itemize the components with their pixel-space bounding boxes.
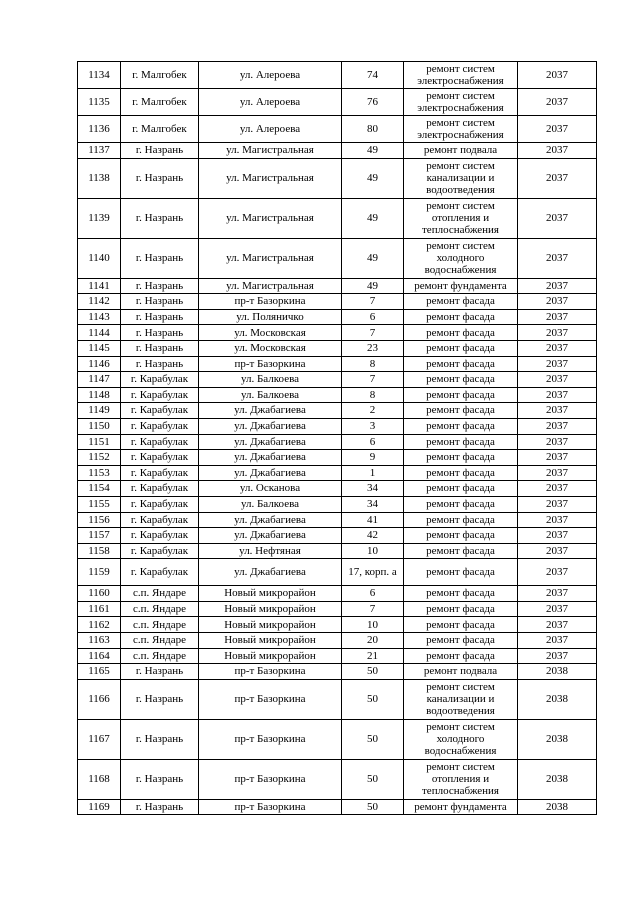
row-number-cell: 1134 bbox=[78, 62, 121, 89]
row-number-cell: 1148 bbox=[78, 387, 121, 403]
settlement-cell: г. Карабулак bbox=[121, 496, 199, 512]
work-type-cell: ремонт фасада bbox=[404, 512, 518, 528]
table-row bbox=[78, 89, 597, 116]
work-type-cell: ремонт фасада bbox=[404, 309, 518, 325]
row-number-cell: 1139 bbox=[78, 198, 121, 238]
year-cell: 2038 bbox=[518, 679, 597, 719]
street-cell: пр-т Базоркина bbox=[199, 664, 342, 680]
table-row bbox=[78, 143, 597, 159]
work-type-cell: ремонт фундамента bbox=[404, 278, 518, 294]
table-row bbox=[78, 116, 597, 143]
street-cell: Новый микрорайон bbox=[199, 617, 342, 633]
year-cell: 2037 bbox=[518, 512, 597, 528]
street-cell: ул. Магистральная bbox=[199, 238, 342, 278]
year-cell: 2037 bbox=[518, 387, 597, 403]
row-number-cell: 1163 bbox=[78, 633, 121, 649]
house-number-cell: 7 bbox=[342, 325, 404, 341]
year-cell: 2037 bbox=[518, 238, 597, 278]
house-number-cell: 49 bbox=[342, 143, 404, 159]
table-row bbox=[78, 238, 597, 278]
work-type-cell: ремонт фасада bbox=[404, 465, 518, 481]
house-number-cell: 6 bbox=[342, 434, 404, 450]
table-row bbox=[78, 496, 597, 512]
work-type-cell: ремонт фасада bbox=[404, 294, 518, 310]
settlement-cell: г. Назрань bbox=[121, 719, 199, 759]
settlement-cell: г. Назрань bbox=[121, 340, 199, 356]
row-number-cell: 1166 bbox=[78, 679, 121, 719]
street-cell: пр-т Базоркина bbox=[199, 719, 342, 759]
settlement-cell: г. Назрань bbox=[121, 799, 199, 815]
street-cell: Новый микрорайон bbox=[199, 601, 342, 617]
work-type-cell: ремонт фундамента bbox=[404, 799, 518, 815]
table-row bbox=[78, 418, 597, 434]
work-type-cell: ремонт фасада bbox=[404, 496, 518, 512]
year-cell: 2038 bbox=[518, 719, 597, 759]
settlement-cell: г. Назрань bbox=[121, 198, 199, 238]
table-row bbox=[78, 325, 597, 341]
settlement-cell: г. Карабулак bbox=[121, 559, 199, 586]
table-row bbox=[78, 528, 597, 544]
street-cell: пр-т Базоркина bbox=[199, 679, 342, 719]
street-cell: Новый микрорайон bbox=[199, 648, 342, 664]
year-cell: 2037 bbox=[518, 633, 597, 649]
work-type-cell: ремонт систем отопления и теплоснабжения bbox=[404, 198, 518, 238]
row-number-cell: 1150 bbox=[78, 418, 121, 434]
settlement-cell: г. Назрань bbox=[121, 278, 199, 294]
house-number-cell: 50 bbox=[342, 759, 404, 799]
table-row bbox=[78, 356, 597, 372]
house-number-cell: 20 bbox=[342, 633, 404, 649]
year-cell: 2037 bbox=[518, 528, 597, 544]
settlement-cell: г. Назрань bbox=[121, 238, 199, 278]
house-number-cell: 42 bbox=[342, 528, 404, 544]
year-cell: 2037 bbox=[518, 465, 597, 481]
work-type-cell: ремонт фасада bbox=[404, 403, 518, 419]
settlement-cell: с.п. Яндаре bbox=[121, 648, 199, 664]
house-number-cell: 34 bbox=[342, 496, 404, 512]
street-cell: ул. Джабагиева bbox=[199, 450, 342, 466]
work-type-cell: ремонт систем электроснабжения bbox=[404, 89, 518, 116]
table-row bbox=[78, 387, 597, 403]
street-cell: ул. Московская bbox=[199, 340, 342, 356]
row-number-cell: 1140 bbox=[78, 238, 121, 278]
table-row bbox=[78, 559, 597, 586]
street-cell: Новый микрорайон bbox=[199, 633, 342, 649]
table-row bbox=[78, 664, 597, 680]
year-cell: 2037 bbox=[518, 559, 597, 586]
settlement-cell: г. Назрань bbox=[121, 679, 199, 719]
row-number-cell: 1155 bbox=[78, 496, 121, 512]
year-cell: 2037 bbox=[518, 340, 597, 356]
row-number-cell: 1144 bbox=[78, 325, 121, 341]
year-cell: 2037 bbox=[518, 116, 597, 143]
table-row bbox=[78, 481, 597, 497]
house-number-cell: 7 bbox=[342, 294, 404, 310]
row-number-cell: 1137 bbox=[78, 143, 121, 159]
house-number-cell: 23 bbox=[342, 340, 404, 356]
house-number-cell: 1 bbox=[342, 465, 404, 481]
year-cell: 2037 bbox=[518, 648, 597, 664]
settlement-cell: г. Малгобек bbox=[121, 62, 199, 89]
settlement-cell: г. Назрань bbox=[121, 759, 199, 799]
row-number-cell: 1157 bbox=[78, 528, 121, 544]
row-number-cell: 1141 bbox=[78, 278, 121, 294]
work-type-cell: ремонт фасада bbox=[404, 601, 518, 617]
street-cell: ул. Джабагиева bbox=[199, 465, 342, 481]
settlement-cell: с.п. Яндаре bbox=[121, 601, 199, 617]
house-number-cell: 21 bbox=[342, 648, 404, 664]
settlement-cell: с.п. Яндаре bbox=[121, 586, 199, 602]
year-cell: 2037 bbox=[518, 434, 597, 450]
work-type-cell: ремонт фасада bbox=[404, 325, 518, 341]
work-type-cell: ремонт систем холодного водоснабжения bbox=[404, 238, 518, 278]
house-number-cell: 49 bbox=[342, 278, 404, 294]
row-number-cell: 1158 bbox=[78, 543, 121, 559]
settlement-cell: г. Малгобек bbox=[121, 89, 199, 116]
settlement-cell: г. Назрань bbox=[121, 325, 199, 341]
street-cell: ул. Джабагиева bbox=[199, 559, 342, 586]
house-number-cell: 3 bbox=[342, 418, 404, 434]
work-type-cell: ремонт фасада bbox=[404, 528, 518, 544]
settlement-cell: г. Карабулак bbox=[121, 450, 199, 466]
street-cell: ул. Джабагиева bbox=[199, 528, 342, 544]
settlement-cell: г. Назрань bbox=[121, 356, 199, 372]
year-cell: 2037 bbox=[518, 496, 597, 512]
house-number-cell: 34 bbox=[342, 481, 404, 497]
row-number-cell: 1159 bbox=[78, 559, 121, 586]
year-cell: 2037 bbox=[518, 278, 597, 294]
work-type-cell: ремонт фасада bbox=[404, 543, 518, 559]
year-cell: 2037 bbox=[518, 450, 597, 466]
row-number-cell: 1169 bbox=[78, 799, 121, 815]
settlement-cell: г. Карабулак bbox=[121, 528, 199, 544]
street-cell: ул. Магистральная bbox=[199, 198, 342, 238]
table-row bbox=[78, 601, 597, 617]
row-number-cell: 1162 bbox=[78, 617, 121, 633]
street-cell: ул. Джабагиева bbox=[199, 512, 342, 528]
year-cell: 2037 bbox=[518, 294, 597, 310]
settlement-cell: г. Карабулак bbox=[121, 512, 199, 528]
table-row bbox=[78, 340, 597, 356]
year-cell: 2037 bbox=[518, 158, 597, 198]
house-number-cell: 76 bbox=[342, 89, 404, 116]
work-type-cell: ремонт фасада bbox=[404, 418, 518, 434]
settlement-cell: с.п. Яндаре bbox=[121, 633, 199, 649]
house-number-cell: 7 bbox=[342, 601, 404, 617]
work-type-cell: ремонт систем электроснабжения bbox=[404, 116, 518, 143]
house-number-cell: 9 bbox=[342, 450, 404, 466]
table-row bbox=[78, 403, 597, 419]
year-cell: 2037 bbox=[518, 62, 597, 89]
year-cell: 2037 bbox=[518, 403, 597, 419]
settlement-cell: г. Карабулак bbox=[121, 465, 199, 481]
work-type-cell: ремонт систем канализации и водоотведения bbox=[404, 158, 518, 198]
row-number-cell: 1164 bbox=[78, 648, 121, 664]
street-cell: ул. Магистральная bbox=[199, 143, 342, 159]
street-cell: ул. Магистральная bbox=[199, 158, 342, 198]
year-cell: 2037 bbox=[518, 586, 597, 602]
table-row bbox=[78, 450, 597, 466]
table-row bbox=[78, 465, 597, 481]
repair-schedule-table bbox=[77, 61, 597, 815]
work-type-cell: ремонт фасада bbox=[404, 372, 518, 388]
work-type-cell: ремонт фасада bbox=[404, 481, 518, 497]
table-row bbox=[78, 679, 597, 719]
work-type-cell: ремонт систем холодного водоснабжения bbox=[404, 719, 518, 759]
year-cell: 2037 bbox=[518, 481, 597, 497]
work-type-cell: ремонт фасада bbox=[404, 450, 518, 466]
street-cell: ул. Джабагиева bbox=[199, 403, 342, 419]
street-cell: ул. Балкоева bbox=[199, 387, 342, 403]
street-cell: ул. Алероева bbox=[199, 62, 342, 89]
street-cell: ул. Московская bbox=[199, 325, 342, 341]
row-number-cell: 1168 bbox=[78, 759, 121, 799]
year-cell: 2037 bbox=[518, 89, 597, 116]
house-number-cell: 50 bbox=[342, 679, 404, 719]
table-row bbox=[78, 719, 597, 759]
row-number-cell: 1167 bbox=[78, 719, 121, 759]
settlement-cell: г. Карабулак bbox=[121, 403, 199, 419]
row-number-cell: 1136 bbox=[78, 116, 121, 143]
settlement-cell: г. Назрань bbox=[121, 143, 199, 159]
year-cell: 2037 bbox=[518, 143, 597, 159]
table-row bbox=[78, 617, 597, 633]
table-row bbox=[78, 278, 597, 294]
street-cell: ул. Осканова bbox=[199, 481, 342, 497]
row-number-cell: 1160 bbox=[78, 586, 121, 602]
settlement-cell: г. Назрань bbox=[121, 309, 199, 325]
work-type-cell: ремонт систем электроснабжения bbox=[404, 62, 518, 89]
house-number-cell: 6 bbox=[342, 309, 404, 325]
house-number-cell: 8 bbox=[342, 387, 404, 403]
house-number-cell: 8 bbox=[342, 356, 404, 372]
house-number-cell: 10 bbox=[342, 543, 404, 559]
street-cell: пр-т Базоркина bbox=[199, 799, 342, 815]
row-number-cell: 1153 bbox=[78, 465, 121, 481]
street-cell: ул. Алероева bbox=[199, 89, 342, 116]
street-cell: Новый микрорайон bbox=[199, 586, 342, 602]
work-type-cell: ремонт фасада bbox=[404, 648, 518, 664]
settlement-cell: г. Малгобек bbox=[121, 116, 199, 143]
row-number-cell: 1151 bbox=[78, 434, 121, 450]
settlement-cell: г. Назрань bbox=[121, 294, 199, 310]
table-row bbox=[78, 294, 597, 310]
house-number-cell: 41 bbox=[342, 512, 404, 528]
row-number-cell: 1135 bbox=[78, 89, 121, 116]
street-cell: ул. Магистральная bbox=[199, 278, 342, 294]
street-cell: ул. Алероева bbox=[199, 116, 342, 143]
settlement-cell: г. Карабулак bbox=[121, 543, 199, 559]
row-number-cell: 1152 bbox=[78, 450, 121, 466]
work-type-cell: ремонт фасада bbox=[404, 340, 518, 356]
row-number-cell: 1147 bbox=[78, 372, 121, 388]
year-cell: 2038 bbox=[518, 664, 597, 680]
street-cell: пр-т Базоркина bbox=[199, 356, 342, 372]
table-row bbox=[78, 586, 597, 602]
settlement-cell: г. Карабулак bbox=[121, 481, 199, 497]
row-number-cell: 1156 bbox=[78, 512, 121, 528]
table-row bbox=[78, 62, 597, 89]
table-row bbox=[78, 759, 597, 799]
street-cell: пр-т Базоркина bbox=[199, 759, 342, 799]
row-number-cell: 1146 bbox=[78, 356, 121, 372]
house-number-cell: 49 bbox=[342, 198, 404, 238]
settlement-cell: с.п. Яндаре bbox=[121, 617, 199, 633]
street-cell: ул. Балкоева bbox=[199, 496, 342, 512]
street-cell: ул. Поляничко bbox=[199, 309, 342, 325]
settlement-cell: г. Карабулак bbox=[121, 387, 199, 403]
table-row bbox=[78, 372, 597, 388]
house-number-cell: 74 bbox=[342, 62, 404, 89]
work-type-cell: ремонт фасада bbox=[404, 559, 518, 586]
year-cell: 2037 bbox=[518, 309, 597, 325]
table-body bbox=[78, 62, 597, 815]
house-number-cell: 17, корп. а bbox=[342, 559, 404, 586]
year-cell: 2038 bbox=[518, 799, 597, 815]
street-cell: ул. Джабагиева bbox=[199, 418, 342, 434]
table-row bbox=[78, 799, 597, 815]
settlement-cell: г. Карабулак bbox=[121, 372, 199, 388]
street-cell: ул. Джабагиева bbox=[199, 434, 342, 450]
work-type-cell: ремонт фасада bbox=[404, 633, 518, 649]
house-number-cell: 50 bbox=[342, 719, 404, 759]
work-type-cell: ремонт систем отопления и теплоснабжения bbox=[404, 759, 518, 799]
table-row bbox=[78, 648, 597, 664]
row-number-cell: 1154 bbox=[78, 481, 121, 497]
row-number-cell: 1142 bbox=[78, 294, 121, 310]
table-row bbox=[78, 633, 597, 649]
street-cell: пр-т Базоркина bbox=[199, 294, 342, 310]
settlement-cell: г. Назрань bbox=[121, 158, 199, 198]
year-cell: 2038 bbox=[518, 759, 597, 799]
year-cell: 2037 bbox=[518, 325, 597, 341]
year-cell: 2037 bbox=[518, 617, 597, 633]
row-number-cell: 1143 bbox=[78, 309, 121, 325]
year-cell: 2037 bbox=[518, 198, 597, 238]
work-type-cell: ремонт подвала bbox=[404, 664, 518, 680]
work-type-cell: ремонт фасада bbox=[404, 387, 518, 403]
house-number-cell: 50 bbox=[342, 799, 404, 815]
house-number-cell: 7 bbox=[342, 372, 404, 388]
house-number-cell: 80 bbox=[342, 116, 404, 143]
year-cell: 2037 bbox=[518, 601, 597, 617]
street-cell: ул. Балкоева bbox=[199, 372, 342, 388]
settlement-cell: г. Назрань bbox=[121, 664, 199, 680]
street-cell: ул. Нефтяная bbox=[199, 543, 342, 559]
work-type-cell: ремонт фасада bbox=[404, 586, 518, 602]
house-number-cell: 2 bbox=[342, 403, 404, 419]
work-type-cell: ремонт фасада bbox=[404, 356, 518, 372]
work-type-cell: ремонт систем канализации и водоотведения bbox=[404, 679, 518, 719]
table-row bbox=[78, 198, 597, 238]
year-cell: 2037 bbox=[518, 356, 597, 372]
table-row bbox=[78, 434, 597, 450]
table-row bbox=[78, 309, 597, 325]
house-number-cell: 10 bbox=[342, 617, 404, 633]
row-number-cell: 1165 bbox=[78, 664, 121, 680]
work-type-cell: ремонт фасада bbox=[404, 617, 518, 633]
row-number-cell: 1149 bbox=[78, 403, 121, 419]
row-number-cell: 1145 bbox=[78, 340, 121, 356]
year-cell: 2037 bbox=[518, 372, 597, 388]
settlement-cell: г. Карабулак bbox=[121, 434, 199, 450]
house-number-cell: 49 bbox=[342, 158, 404, 198]
table-row bbox=[78, 512, 597, 528]
table-row bbox=[78, 158, 597, 198]
row-number-cell: 1161 bbox=[78, 601, 121, 617]
settlement-cell: г. Карабулак bbox=[121, 418, 199, 434]
house-number-cell: 49 bbox=[342, 238, 404, 278]
row-number-cell: 1138 bbox=[78, 158, 121, 198]
house-number-cell: 50 bbox=[342, 664, 404, 680]
work-type-cell: ремонт подвала bbox=[404, 143, 518, 159]
year-cell: 2037 bbox=[518, 543, 597, 559]
work-type-cell: ремонт фасада bbox=[404, 434, 518, 450]
house-number-cell: 6 bbox=[342, 586, 404, 602]
table-row bbox=[78, 543, 597, 559]
year-cell: 2037 bbox=[518, 418, 597, 434]
